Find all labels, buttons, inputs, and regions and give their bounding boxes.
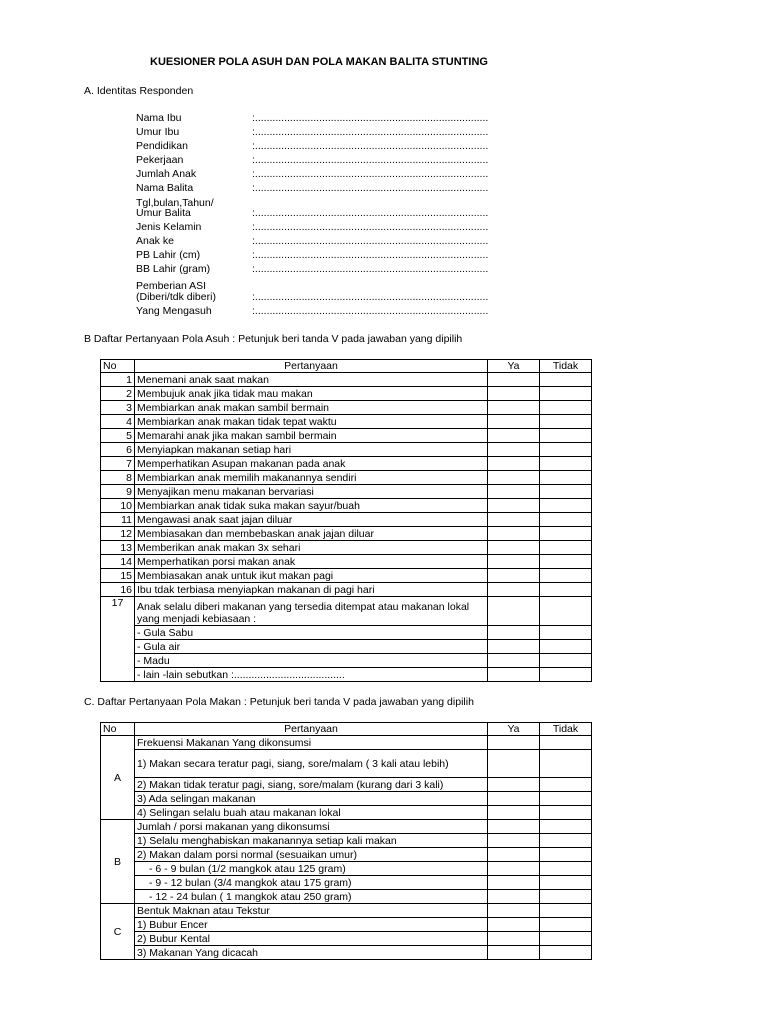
ya-checkbox-cell[interactable] xyxy=(488,890,540,904)
tidak-checkbox-cell[interactable] xyxy=(540,541,592,555)
table-row xyxy=(101,876,592,890)
field-value[interactable]: :................................................................................ xyxy=(252,235,489,247)
table-row xyxy=(101,848,592,862)
row-number: 8 xyxy=(101,471,135,485)
field-value[interactable]: :................................................................................ xyxy=(252,154,489,166)
row-question: 2) Bubur Kental xyxy=(135,932,488,946)
row-number: 16 xyxy=(101,583,135,597)
field-label: Pekerjaan xyxy=(136,154,184,166)
tidak-checkbox-cell[interactable] xyxy=(540,932,592,946)
field-label: BB Lahir (gram) xyxy=(136,263,211,275)
tidak-checkbox-cell[interactable] xyxy=(540,640,592,654)
row-question: 1) Makan secara teratur pagi, siang, sore/malam ( 3 kali atau lebih) xyxy=(135,750,488,778)
field-value[interactable]: :................................................................................ xyxy=(252,291,489,303)
field-value[interactable]: :................................................................................ xyxy=(252,168,489,180)
field-label: Jenis Kelamin xyxy=(136,221,202,233)
group-label: C xyxy=(101,904,135,960)
tidak-checkbox-cell[interactable] xyxy=(540,527,592,541)
row-number: 17 xyxy=(101,597,135,682)
field-label: Nama Balita xyxy=(136,182,194,194)
ya-checkbox-cell[interactable] xyxy=(488,750,540,778)
row-question: 3) Ada selingan makanan xyxy=(135,792,488,806)
table-row xyxy=(101,373,592,387)
ya-checkbox-cell[interactable] xyxy=(488,401,540,415)
ya-checkbox-cell[interactable] xyxy=(488,932,540,946)
section-c-heading: C. Daftar Pertanyaan Pola Makan : Petunjuk beri tanda V pada jawaban yang dipilih xyxy=(84,696,474,708)
ya-checkbox-cell[interactable] xyxy=(488,415,540,429)
ya-checkbox-cell[interactable] xyxy=(488,457,540,471)
table-row xyxy=(101,457,592,471)
ya-checkbox-cell[interactable] xyxy=(488,569,540,583)
table-row xyxy=(101,415,592,429)
table-row xyxy=(101,792,592,806)
field-value[interactable]: :................................................................................ xyxy=(252,249,489,261)
row-question: Anak selalu diberi makanan yang tersedia ditempat atau makanan lokal yang menjadi kebiasaan : xyxy=(135,597,488,626)
row-question: Membiasakan anak untuk ikut makan pagi xyxy=(135,569,488,583)
ya-checkbox-cell[interactable] xyxy=(488,668,540,682)
table-row xyxy=(101,471,592,485)
ya-checkbox-cell[interactable] xyxy=(488,471,540,485)
table-row xyxy=(101,443,592,457)
row-question: Membiarkan anak makan sambil bermain xyxy=(135,401,488,415)
row-number: 14 xyxy=(101,555,135,569)
tidak-checkbox-cell[interactable] xyxy=(540,904,592,918)
ya-checkbox-cell[interactable] xyxy=(488,626,540,640)
field-label: Pendidikan xyxy=(136,140,188,152)
row-number: 9 xyxy=(101,485,135,499)
field-label: Umur Ibu xyxy=(136,126,180,138)
header-pertanyaan: Pertanyaan xyxy=(135,360,488,373)
row-question: Memarahi anak jika makan sambil bermain xyxy=(135,429,488,443)
table-row xyxy=(101,862,592,876)
table-row xyxy=(101,806,592,820)
tidak-checkbox-cell[interactable] xyxy=(540,736,592,750)
ya-checkbox-cell[interactable] xyxy=(488,541,540,555)
group-title: Frekuensi Makanan Yang dikonsumsi xyxy=(135,736,488,750)
tidak-checkbox-cell[interactable] xyxy=(540,569,592,583)
ya-checkbox-cell[interactable] xyxy=(488,583,540,597)
tidak-checkbox-cell[interactable] xyxy=(540,834,592,848)
row-question: Memberikan anak makan 3x sehari xyxy=(135,541,488,555)
field-label: PB Lahir (cm) xyxy=(136,249,201,261)
tidak-checkbox-cell[interactable] xyxy=(540,401,592,415)
row-question: 1) Bubur Encer xyxy=(135,918,488,932)
ya-checkbox-cell[interactable] xyxy=(488,597,540,626)
header-ya: Ya xyxy=(488,723,540,736)
field-label: Umur Balita xyxy=(136,207,191,219)
ya-checkbox-cell[interactable] xyxy=(488,443,540,457)
option-label: - lain -lain sebutkan :...................................... xyxy=(135,668,488,682)
row-question: Memperhatikan porsi makan anak xyxy=(135,555,488,569)
row-number: 10 xyxy=(101,499,135,513)
header-no: No xyxy=(101,723,135,736)
ya-checkbox-cell[interactable] xyxy=(488,834,540,848)
row-question: Menemani anak saat makan xyxy=(135,373,488,387)
ya-checkbox-cell[interactable] xyxy=(488,806,540,820)
table-row xyxy=(101,583,592,597)
table-row xyxy=(101,668,592,682)
tidak-checkbox-cell[interactable] xyxy=(540,946,592,960)
group-row xyxy=(101,904,592,918)
tidak-checkbox-cell[interactable] xyxy=(540,373,592,387)
page-title: KUESIONER POLA ASUH DAN POLA MAKAN BALITA STUNTING xyxy=(150,56,488,68)
tidak-checkbox-cell[interactable] xyxy=(540,848,592,862)
field-label: Nama Ibu xyxy=(136,112,182,124)
tidak-checkbox-cell[interactable] xyxy=(540,876,592,890)
table-row xyxy=(101,834,592,848)
field-label: Anak ke xyxy=(136,235,174,247)
field-value[interactable]: :................................................................................ xyxy=(252,207,489,219)
row-question: Membiarkan anak tidak suka makan sayur/buah xyxy=(135,499,488,513)
ya-checkbox-cell[interactable] xyxy=(488,904,540,918)
ya-checkbox-cell[interactable] xyxy=(488,499,540,513)
field-label: Yang Mengasuh xyxy=(136,305,212,317)
ya-checkbox-cell[interactable] xyxy=(488,736,540,750)
tidak-checkbox-cell[interactable] xyxy=(540,387,592,401)
option-label: - Madu xyxy=(135,654,488,668)
row-question: - 6 - 9 bulan (1/2 mangkok atau 125 gram) xyxy=(135,862,488,876)
table-row xyxy=(101,429,592,443)
row-question: Ibu tdak terbiasa menyiapkan makanan di pagi hari xyxy=(135,583,488,597)
table-row xyxy=(101,750,592,778)
row-question: Menyajikan menu makanan bervariasi xyxy=(135,485,488,499)
tidak-checkbox-cell[interactable] xyxy=(540,792,592,806)
row-number: 4 xyxy=(101,415,135,429)
tidak-checkbox-cell[interactable] xyxy=(540,429,592,443)
tidak-checkbox-cell[interactable] xyxy=(540,513,592,527)
row-question: Membiasakan dan membebaskan anak jajan diluar xyxy=(135,527,488,541)
tidak-checkbox-cell[interactable] xyxy=(540,668,592,682)
ya-checkbox-cell[interactable] xyxy=(488,387,540,401)
tidak-checkbox-cell[interactable] xyxy=(540,654,592,668)
table-row xyxy=(101,654,592,668)
row-number: 11 xyxy=(101,513,135,527)
field-label: Pemberian ASI xyxy=(136,280,207,292)
row-number: 15 xyxy=(101,569,135,583)
field-label: (Diberi/tdk diberi) xyxy=(136,291,216,303)
ya-checkbox-cell[interactable] xyxy=(488,792,540,806)
option-label: - Gula air xyxy=(135,640,488,654)
table-row xyxy=(101,485,592,499)
group-label: A xyxy=(101,736,135,820)
tidak-checkbox-cell[interactable] xyxy=(540,415,592,429)
field-label: Jumlah Anak xyxy=(136,168,197,180)
ya-checkbox-cell[interactable] xyxy=(488,918,540,932)
table-row xyxy=(101,499,592,513)
row-question: Membiarkan anak memilih makanannya sendiri xyxy=(135,471,488,485)
row-number: 1 xyxy=(101,373,135,387)
row-number: 2 xyxy=(101,387,135,401)
row-number: 5 xyxy=(101,429,135,443)
table-row xyxy=(101,640,592,654)
group-row xyxy=(101,820,592,834)
row-question: 1) Selalu menghabiskan makanannya setiap kali makan xyxy=(135,834,488,848)
tidak-checkbox-cell[interactable] xyxy=(540,471,592,485)
tidak-checkbox-cell[interactable] xyxy=(540,457,592,471)
tidak-checkbox-cell[interactable] xyxy=(540,820,592,834)
table-row xyxy=(101,569,592,583)
group-title: Bentuk Maknan atau Tekstur xyxy=(135,904,488,918)
field-value[interactable]: :................................................................................ xyxy=(252,140,489,152)
tidak-checkbox-cell[interactable] xyxy=(540,862,592,876)
table-row xyxy=(101,626,592,640)
option-label: - Gula Sabu xyxy=(135,626,488,640)
row-number: 12 xyxy=(101,527,135,541)
table-row xyxy=(101,946,592,960)
field-value[interactable]: :................................................................................ xyxy=(252,263,489,275)
ya-checkbox-cell[interactable] xyxy=(488,640,540,654)
table-row xyxy=(101,401,592,415)
tidak-checkbox-cell[interactable] xyxy=(540,443,592,457)
header-pertanyaan: Pertanyaan xyxy=(135,723,488,736)
row-question: Membujuk anak jika tidak mau makan xyxy=(135,387,488,401)
header-ya: Ya xyxy=(488,360,540,373)
ya-checkbox-cell[interactable] xyxy=(488,654,540,668)
table-row xyxy=(101,890,592,904)
tidak-checkbox-cell[interactable] xyxy=(540,890,592,904)
table-row xyxy=(101,555,592,569)
table-row xyxy=(101,513,592,527)
field-value[interactable]: :................................................................................ xyxy=(252,182,489,194)
ya-checkbox-cell[interactable] xyxy=(488,862,540,876)
tidak-checkbox-cell[interactable] xyxy=(540,778,592,792)
tidak-checkbox-cell[interactable] xyxy=(540,597,592,626)
tidak-checkbox-cell[interactable] xyxy=(540,583,592,597)
pola-asuh-table xyxy=(100,359,592,682)
ya-checkbox-cell[interactable] xyxy=(488,946,540,960)
field-value[interactable]: :................................................................................ xyxy=(252,112,489,124)
row-question: 3) Makanan Yang dicacah xyxy=(135,946,488,960)
ya-checkbox-cell[interactable] xyxy=(488,373,540,387)
header-tidak: Tidak xyxy=(540,723,592,736)
group-row xyxy=(101,736,592,750)
ya-checkbox-cell[interactable] xyxy=(488,485,540,499)
row-question: Mengawasi anak saat jajan diluar xyxy=(135,513,488,527)
section-a-heading: A. Identitas Responden xyxy=(84,85,194,97)
tidak-checkbox-cell[interactable] xyxy=(540,918,592,932)
ya-checkbox-cell[interactable] xyxy=(488,513,540,527)
table-row xyxy=(101,387,592,401)
ya-checkbox-cell[interactable] xyxy=(488,876,540,890)
tidak-checkbox-cell[interactable] xyxy=(540,750,592,778)
pola-makan-table xyxy=(100,722,592,960)
tidak-checkbox-cell[interactable] xyxy=(540,485,592,499)
tidak-checkbox-cell[interactable] xyxy=(540,555,592,569)
group-title: Jumlah / porsi makanan yang dikonsumsi xyxy=(135,820,488,834)
field-label: Tgl,bulan,Tahun/ xyxy=(136,197,214,209)
table-row xyxy=(101,932,592,946)
field-value[interactable]: :................................................................................ xyxy=(252,126,489,138)
tidak-checkbox-cell[interactable] xyxy=(540,626,592,640)
ya-checkbox-cell[interactable] xyxy=(488,778,540,792)
tidak-checkbox-cell[interactable] xyxy=(540,499,592,513)
row-number: 7 xyxy=(101,457,135,471)
header-tidak: Tidak xyxy=(540,360,592,373)
table-row xyxy=(101,778,592,792)
table-row xyxy=(101,918,592,932)
row-question: Menyiapkan makanan setiap hari xyxy=(135,443,488,457)
row-question: - 9 - 12 bulan (3/4 mangkok atau 175 gram) xyxy=(135,876,488,890)
row-number: 3 xyxy=(101,401,135,415)
ya-checkbox-cell[interactable] xyxy=(488,555,540,569)
row-question: - 12 - 24 bulan ( 1 mangkok atau 250 gram) xyxy=(135,890,488,904)
row-question: 4) Selingan selalu buah atau makanan lokal xyxy=(135,806,488,820)
table-row xyxy=(101,527,592,541)
ya-checkbox-cell[interactable] xyxy=(488,429,540,443)
table-row xyxy=(101,541,592,555)
group-label: B xyxy=(101,820,135,904)
header-no: No xyxy=(101,360,135,373)
ya-checkbox-cell[interactable] xyxy=(488,848,540,862)
row-question: 2) Makan tidak teratur pagi, siang, sore/malam (kurang dari 3 kali) xyxy=(135,778,488,792)
tidak-checkbox-cell[interactable] xyxy=(540,806,592,820)
ya-checkbox-cell[interactable] xyxy=(488,527,540,541)
section-b-heading: B Daftar Pertanyaan Pola Asuh : Petunjuk beri tanda V pada jawaban yang dipilih xyxy=(84,333,463,345)
field-value[interactable]: :................................................................................ xyxy=(252,221,489,233)
row-question: Membiarkan anak makan tidak tepat waktu xyxy=(135,415,488,429)
field-value[interactable]: :................................................................................ xyxy=(252,305,489,317)
table-row xyxy=(101,597,592,626)
row-question: 2) Makan dalam porsi normal (sesuaikan umur) xyxy=(135,848,488,862)
row-question: Memperhatikan Asupan makanan pada anak xyxy=(135,457,488,471)
row-number: 6 xyxy=(101,443,135,457)
ya-checkbox-cell[interactable] xyxy=(488,820,540,834)
row-number: 13 xyxy=(101,541,135,555)
